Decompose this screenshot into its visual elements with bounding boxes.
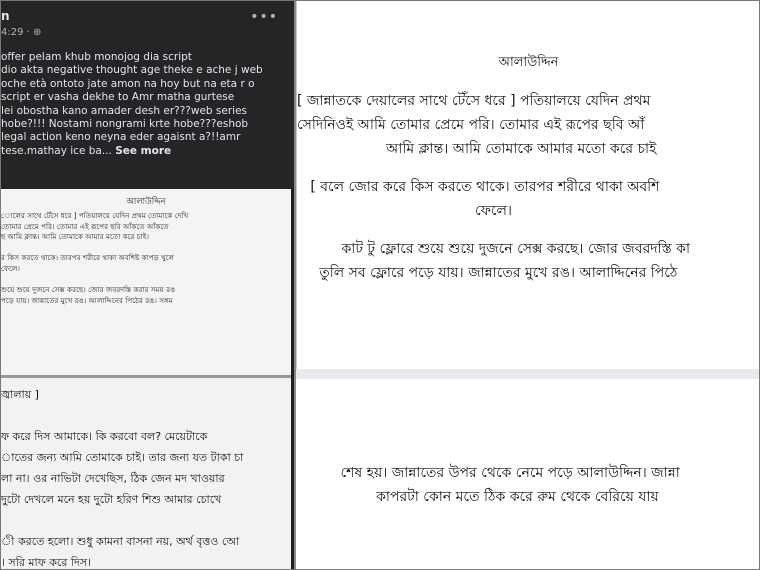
script-paragraph — [297, 175, 760, 223]
left-column — [1, 1, 296, 569]
script-line: কাট টু ফ্লোরে শুয়ে শুয়ে দুজনে সেক্স করছে। জোর জবরদস্তি কা — [297, 241, 690, 257]
script-page-small — [1, 189, 291, 378]
script-line: জ্বালায় ] — [1, 388, 39, 401]
script-line: পড়ে যায়। জান্নাতের মুখে রঙ। আলাদ্দিনের পিঠের রঙ। সঙ্গম — [1, 295, 173, 305]
globe-icon: ⊕ — [33, 27, 42, 38]
script-line: র কিস করতে থাকে। তারপর শরীরে থাকা অবশিষ্ট কাপড় খুলে — [1, 253, 174, 263]
post-line: script er vasha dekhe to Amr matha gurtese — [1, 91, 235, 104]
script-line: সেদিনিওই আমি তোমার প্রেমে পরি। তোমার এই রূপের ছবি আঁ — [297, 117, 645, 133]
post-line: hobe?!!! Nostami nongrami krte hobe???eshob — [1, 118, 249, 131]
script-page-zoomed-continued — [296, 379, 759, 569]
post-header — [1, 9, 294, 45]
page-divider — [296, 369, 759, 379]
script-text — [1, 384, 291, 569]
script-line: াতের জন্য আমি তোমাকে চাই। তার জন্য যত টাকা চা — [1, 451, 244, 464]
script-line: তুলি সব ফ্লোরে পড়ে যায়। জান্নাতের মুখে রঙ। আলাদ্দিনের পিঠে — [297, 265, 678, 281]
script-line: শেষ হয়। জান্নাতের উপর থেকে নেমে পড়ে আলাউদ্দিন। জান্না — [296, 465, 680, 481]
post-line: legal action keno neyna eder agaisnt a?!!amr — [1, 131, 241, 144]
script-paragraph — [297, 237, 760, 285]
script-line: ছ আমি ক্লান্ত। আমি তোমাকে আমার মতো করে চাই। — [1, 232, 150, 242]
script-line: [ বলে জোর করে কিস করতে থাকে। তারপর শরীরে থাকা অবশি — [297, 179, 660, 195]
script-line: কাপরটা কোন মতে ঠিক করে রুম থেকে বেরিয়ে যায় — [296, 489, 659, 505]
script-line: ফেলে। — [297, 203, 512, 219]
post-line: oche età ontoto jate amon na hoy but na eta r o — [1, 77, 255, 90]
script-heading: আলাউদ্দিন — [498, 55, 559, 70]
post-line: offer pelam khub monojog dia script — [1, 51, 192, 63]
post-line: dio akta negative thought age theke e ache j web — [1, 64, 263, 77]
script-page-bottom-left — [1, 378, 291, 569]
script-line: োলের সাথে টেঁসে ধরে ] পতিয়ালয়ে যেদিন প্রথম তোমাকে দেখি — [1, 211, 189, 220]
see-more-link[interactable]: See more — [115, 144, 172, 157]
script-paragraph — [297, 89, 760, 161]
script-line: শুয়ে শুয়ে দুজনে সেক্স করছে। জোর জবরদস্তি করার সময় রঙ — [1, 285, 176, 295]
facebook-post — [1, 1, 294, 189]
post-text — [1, 51, 287, 158]
script-line: দুটো দেখলে মনে হয় দুটো হরিণ শিশু আমার চোখে — [1, 493, 222, 506]
script-line: [ জান্নাতকে দেয়ালের সাথে টেঁসে ধরে ] পতিয়ালয়ে যেদিন প্রথম — [297, 93, 651, 109]
post-time[interactable]: 4:29 · — [1, 27, 33, 38]
script-line: ফ করে দিস আমাকে। কি করবো বল? মেয়েটাকে — [1, 430, 208, 443]
script-heading: আলাউদ্দিন — [126, 197, 166, 207]
right-column — [296, 1, 759, 569]
script-line: আমি ক্লান্ত। আমি তোমাকে আমার মতো করে চাই — [297, 141, 657, 157]
post-author[interactable]: n — [1, 9, 10, 23]
script-line: । সরি মাফ করে দিস। — [1, 556, 92, 569]
post-line: tese.mathay ice ba... — [1, 144, 112, 157]
post-line: lei obostha kano amader desh er???web series — [1, 104, 248, 117]
script-page-zoomed — [296, 1, 760, 370]
more-horizontal-icon[interactable]: ••• — [250, 9, 278, 25]
script-line: তোমার প্রেমে পরি। তোমার এই রূপের ছবি আঁকতে আঁকতে — [1, 221, 169, 231]
script-line: লা না। ওর নাভিটা দেখেছিস, ঠিক জেন মদ খাওয়ার — [1, 472, 225, 485]
script-line: ী করতে হলো। শুধু কামনা বাসনা নয়, অর্থ বৃত্তও আে — [1, 535, 240, 548]
post-meta — [1, 27, 41, 38]
script-paragraph — [296, 461, 759, 509]
script-line: ফেলে। — [1, 263, 20, 273]
script-text — [1, 211, 291, 306]
